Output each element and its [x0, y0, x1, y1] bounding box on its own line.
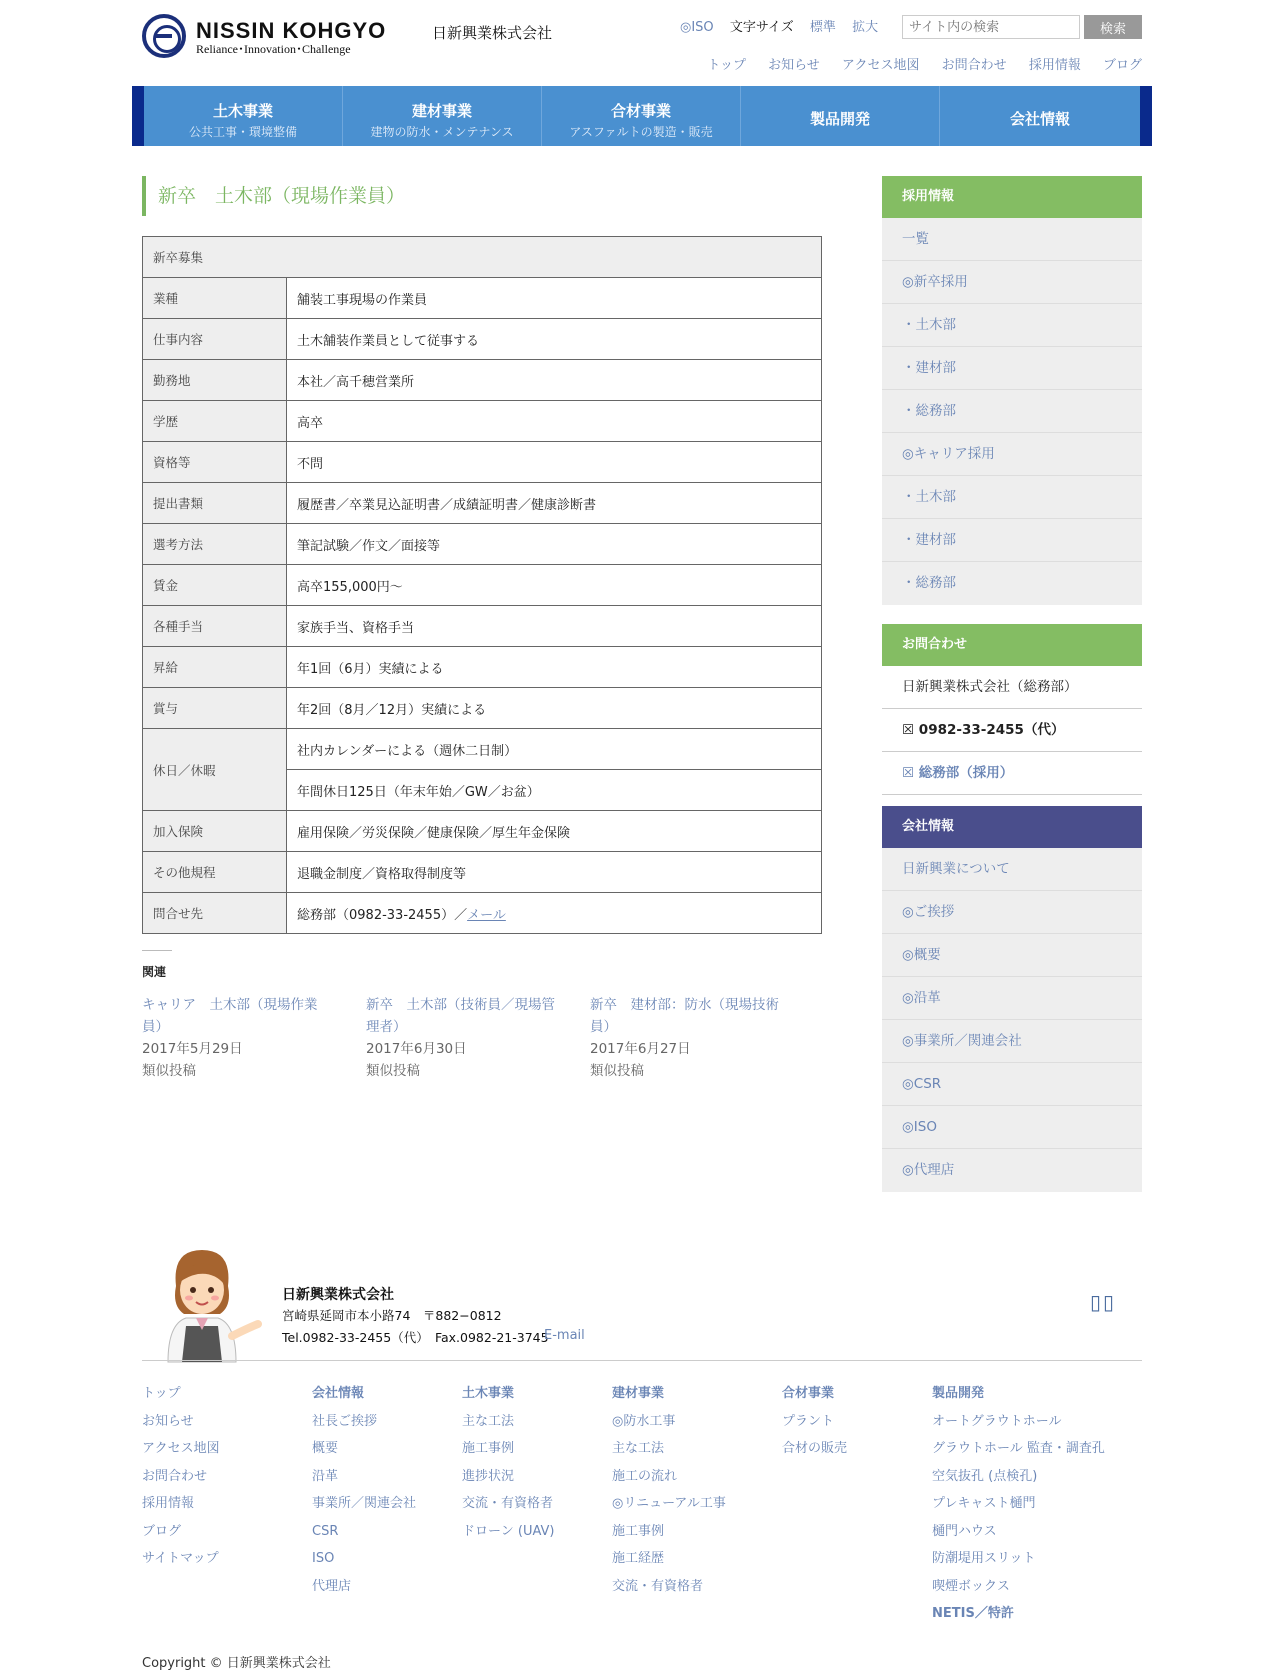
footer-link[interactable]: ISO: [312, 1551, 335, 1566]
nav-item-civil[interactable]: [144, 86, 343, 146]
table-row: [143, 811, 822, 852]
nav-item-products[interactable]: [741, 86, 940, 146]
row-value: 年1回（6月）実績による: [287, 647, 822, 688]
row-value: 高卒155,000円～: [287, 565, 822, 606]
footer-link[interactable]: 進捗状況: [462, 1468, 515, 1484]
sidebar-item-new-grad[interactable]: ◎新卒採用: [882, 261, 1142, 304]
footer-link[interactable]: 樋門ハウス: [932, 1523, 997, 1539]
footer-link[interactable]: サイトマップ: [142, 1551, 219, 1566]
footer-link[interactable]: 施工の流れ: [612, 1468, 678, 1484]
logo-text-en: NISSIN KOHGYO: [196, 18, 387, 43]
table-row: [143, 606, 822, 647]
row-label: その他規程: [143, 852, 287, 893]
footer-column-heading[interactable]: 土木事業: [462, 1386, 515, 1401]
table-header: 新卒募集: [143, 237, 822, 278]
utility-bar: [680, 16, 890, 35]
related-heading: 関連: [142, 965, 167, 979]
top-link-blog[interactable]: ブログ: [1102, 58, 1142, 73]
row-value-contact: [287, 893, 822, 934]
row-value: 舗装工事現場の作業員: [287, 278, 822, 319]
sidebar-company-heading[interactable]: 会社情報: [882, 806, 1142, 848]
contact-mail-link[interactable]: メール: [467, 907, 506, 923]
row-label: 勤務地: [143, 360, 287, 401]
sidebar-item-offices[interactable]: ◎事業所／関連会社: [882, 1020, 1142, 1063]
nav-item-asphalt[interactable]: [542, 86, 741, 146]
sidebar-item-agency[interactable]: ◎代理店: [882, 1149, 1142, 1192]
top-link-top[interactable]: トップ: [707, 58, 746, 73]
footer-link[interactable]: 概要: [312, 1441, 339, 1456]
footer-link[interactable]: 防潮堤用スリット: [932, 1551, 1036, 1566]
logo-text-jp: 日新興業株式会社: [432, 24, 553, 42]
sidebar-item-career-building[interactable]: ・建材部: [882, 519, 1142, 562]
footer-link[interactable]: 施工事例: [462, 1441, 515, 1456]
related-title-link[interactable]: 新卒 土木部（技術員／現場管理者）: [366, 997, 555, 1035]
row-value: 履歴書／卒業見込証明書／成績証明書／健康診断書: [287, 483, 822, 524]
sidebar-item-general[interactable]: ・総務部: [882, 390, 1142, 433]
top-link-recruit[interactable]: 採用情報: [1028, 58, 1081, 73]
related-kind: 類似投稿: [590, 1063, 644, 1079]
footer-link[interactable]: 交流・有資格者: [612, 1578, 704, 1594]
page-title: 新卒 土木部（現場作業員）: [142, 176, 822, 216]
footer-tel: Tel.0982-33-2455（代） Fax.0982-21-3745: [282, 1330, 549, 1345]
related-date: 2017年5月29日: [142, 1041, 243, 1057]
row-label: 提出書類: [143, 483, 287, 524]
sidebar-item-list[interactable]: 一覧: [882, 218, 1142, 261]
top-link-contact[interactable]: お問合わせ: [941, 58, 1007, 73]
table-row: [143, 565, 822, 606]
related-posts: [142, 950, 822, 1079]
nav-subtitle: 公共工事・環境整備: [188, 125, 297, 139]
related-kind: 類似投稿: [142, 1063, 196, 1079]
footer-link[interactable]: 喫煙ボックス: [932, 1578, 1010, 1594]
row-label: 賞与: [143, 688, 287, 729]
footer-column-building: [612, 1380, 726, 1600]
row-value: 筆記試験／作文／面接等: [287, 524, 822, 565]
related-item: [142, 994, 332, 1082]
row-value: 本社／高千穂営業所: [287, 360, 822, 401]
row-value: 土木舗装作業員として従事する: [287, 319, 822, 360]
table-row: [143, 360, 822, 401]
iso-link[interactable]: ◎ISO: [680, 20, 714, 35]
related-title-link[interactable]: キャリア 土木部（現場作業員）: [142, 997, 318, 1035]
row-value: 不問: [287, 442, 822, 483]
footer-link[interactable]: CSR: [312, 1523, 339, 1539]
row-value: 退職金制度／資格取得制度等: [287, 852, 822, 893]
font-standard-button[interactable]: 標準: [809, 20, 836, 35]
sidebar-contact-company: 日新興業株式会社（総務部）: [882, 666, 1142, 709]
sidebar-contact-heading: お問合わせ: [882, 624, 1142, 666]
sidebar-recruit-heading[interactable]: 採用情報: [882, 176, 1142, 218]
row-value: 雇用保険／労災保険／健康保険／厚生年金保険: [287, 811, 822, 852]
logo-mark-icon: [142, 14, 186, 58]
footer-link[interactable]: ◎リニューアル工事: [612, 1496, 726, 1511]
footer-column-heading[interactable]: 会社情報: [312, 1386, 365, 1401]
row-label: 問合せ先: [143, 893, 287, 934]
footer-company-name: 日新興業株式会社: [282, 1287, 394, 1303]
footer-address: 宮崎県延岡市本小路74 〒882−0812: [282, 1308, 502, 1323]
row-label: 賃金: [143, 565, 287, 606]
footer-link[interactable]: 採用情報: [142, 1496, 195, 1511]
table-row: [143, 688, 822, 729]
footer-column-company: [312, 1380, 416, 1600]
footer-link[interactable]: 代理店: [312, 1578, 352, 1594]
footer-link[interactable]: 施工経歴: [612, 1551, 665, 1566]
sidebar-contact-phone[interactable]: ☒ 0982-33-2455（代）: [882, 709, 1142, 752]
footer-link[interactable]: ドローン (UAV): [462, 1523, 555, 1539]
related-item: [366, 994, 556, 1082]
row-label: 仕事内容: [143, 319, 287, 360]
footer-link[interactable]: 主な工法: [612, 1441, 665, 1456]
footer-column-main: [142, 1380, 220, 1573]
footer-divider: [142, 1360, 1142, 1361]
table-row: [143, 401, 822, 442]
sidebar-item-building[interactable]: ・建材部: [882, 347, 1142, 390]
footer-link[interactable]: 社長ご挨拶: [312, 1413, 378, 1429]
sidebar-contact-mail[interactable]: ☒ 総務部（採用）: [882, 752, 1142, 795]
table-row: [143, 893, 822, 934]
row-label: 昇給: [143, 647, 287, 688]
related-title-link[interactable]: 新卒 建材部：防水（現場技術員）: [590, 997, 779, 1035]
nav-item-building[interactable]: [343, 86, 542, 146]
footer-link[interactable]: 合材の販売: [782, 1441, 848, 1456]
logo-tagline: Reliance･Innovation･Challenge: [196, 42, 351, 56]
top-links: [689, 54, 1142, 73]
sidebar-item-civil[interactable]: ・土木部: [882, 304, 1142, 347]
mascot-illustration: [146, 1244, 262, 1362]
footer-link[interactable]: お知らせ: [142, 1413, 194, 1429]
footer-link[interactable]: 沿革: [312, 1468, 339, 1484]
related-divider: [142, 950, 172, 951]
row-value: 社内カレンダーによる（週休二日制）: [287, 729, 822, 770]
footer-link[interactable]: プラント: [782, 1413, 835, 1429]
top-link-access[interactable]: アクセス地図: [841, 58, 920, 73]
row-label: 選考方法: [143, 524, 287, 565]
nav-title: 製品開発: [809, 110, 870, 128]
search-button[interactable]: 検索: [1084, 15, 1142, 39]
sidebar-item-career-general[interactable]: ・総務部: [882, 562, 1142, 605]
table-row: [143, 442, 822, 483]
table-row: [143, 647, 822, 688]
row-label: 業種: [143, 278, 287, 319]
recruit-table: [142, 236, 822, 934]
footer-link[interactable]: 空気抜孔 (点検孔): [932, 1468, 1038, 1484]
footer-link[interactable]: 交流・有資格者: [462, 1496, 554, 1511]
sidebar-item-about[interactable]: 日新興業について: [882, 848, 1142, 891]
nav-subtitle: 建物の防水・メンテナンス: [370, 125, 514, 139]
nav-title: 建材事業: [411, 102, 472, 120]
sidebar-item-greeting[interactable]: ◎ご挨拶: [882, 891, 1142, 934]
related-item: [590, 994, 780, 1082]
sidebar-item-iso[interactable]: ◎ISO: [882, 1106, 1142, 1149]
related-date: 2017年6月30日: [366, 1041, 467, 1057]
row-value: 高卒: [287, 401, 822, 442]
font-large-button[interactable]: 拡大: [852, 20, 879, 35]
footer-link[interactable]: 主な工法: [462, 1413, 515, 1429]
footer-link[interactable]: オートグラウトホール: [932, 1413, 1062, 1429]
footer-link[interactable]: 事業所／関連会社: [312, 1496, 417, 1511]
footer-link[interactable]: トップ: [142, 1386, 181, 1401]
footer-column-heading[interactable]: 合材事業: [782, 1386, 835, 1401]
table-row: [143, 729, 822, 770]
search-input[interactable]: [902, 15, 1080, 39]
footer-column-products: [932, 1380, 1105, 1628]
footer-link[interactable]: プレキャスト樋門: [932, 1496, 1036, 1511]
site-logo[interactable]: [142, 14, 562, 58]
nav-title: 土木事業: [212, 102, 273, 120]
footer-link[interactable]: お問合わせ: [142, 1468, 208, 1484]
row-label: 各種手当: [143, 606, 287, 647]
table-row: [143, 319, 822, 360]
row-label: 学歴: [143, 401, 287, 442]
nav-subtitle: アスファルトの製造・販売: [569, 125, 713, 139]
table-row: [143, 524, 822, 565]
copyright: Copyright © 日新興業株式会社: [142, 1656, 331, 1671]
footer-link[interactable]: グラウトホール 監査・調査孔: [932, 1441, 1105, 1456]
row-value: 年2回（8月／12月）実績による: [287, 688, 822, 729]
font-size-label: 文字サイズ: [729, 20, 794, 35]
contact-text: 総務部（0982-33-2455）／: [297, 907, 468, 923]
row-label: 加入保険: [143, 811, 287, 852]
footer-column-asphalt: [782, 1380, 847, 1463]
top-link-news[interactable]: お知らせ: [768, 58, 820, 73]
footer-link[interactable]: アクセス地図: [142, 1441, 220, 1456]
table-row: [143, 852, 822, 893]
footer-link[interactable]: ブログ: [142, 1523, 182, 1539]
table-row: [143, 278, 822, 319]
sidebar-item-history[interactable]: ◎沿革: [882, 977, 1142, 1020]
nav-title: 合材事業: [610, 102, 671, 120]
footer-email-link[interactable]: E-mail: [544, 1328, 585, 1343]
row-label: 資格等: [143, 442, 287, 483]
sidebar-item-career-civil[interactable]: ・土木部: [882, 476, 1142, 519]
table-row: [143, 483, 822, 524]
related-kind: 類似投稿: [366, 1063, 420, 1079]
social-icons[interactable]: ▯▯: [1090, 1290, 1117, 1314]
row-value: 家族手当、資格手当: [287, 606, 822, 647]
sidebar-item-overview[interactable]: ◎概要: [882, 934, 1142, 977]
sidebar-item-career[interactable]: ◎キャリア採用: [882, 433, 1142, 476]
row-label: 休日／休暇: [143, 729, 287, 811]
footer-link[interactable]: NETIS／特許: [932, 1606, 1014, 1621]
footer-column-heading[interactable]: 製品開発: [932, 1386, 985, 1401]
main-nav: [132, 86, 1152, 146]
footer-column-heading[interactable]: 建材事業: [612, 1386, 665, 1401]
footer-column-civil: [462, 1380, 555, 1545]
related-date: 2017年6月27日: [590, 1041, 691, 1057]
footer-link[interactable]: ◎防水工事: [612, 1413, 676, 1429]
nav-item-company[interactable]: [940, 86, 1140, 146]
nav-title: 会社情報: [1009, 110, 1070, 128]
row-value: 年間休日125日（年末年始／GW／お盆）: [287, 770, 822, 811]
footer-link[interactable]: 施工事例: [612, 1523, 665, 1539]
sidebar-item-csr[interactable]: ◎CSR: [882, 1063, 1142, 1106]
